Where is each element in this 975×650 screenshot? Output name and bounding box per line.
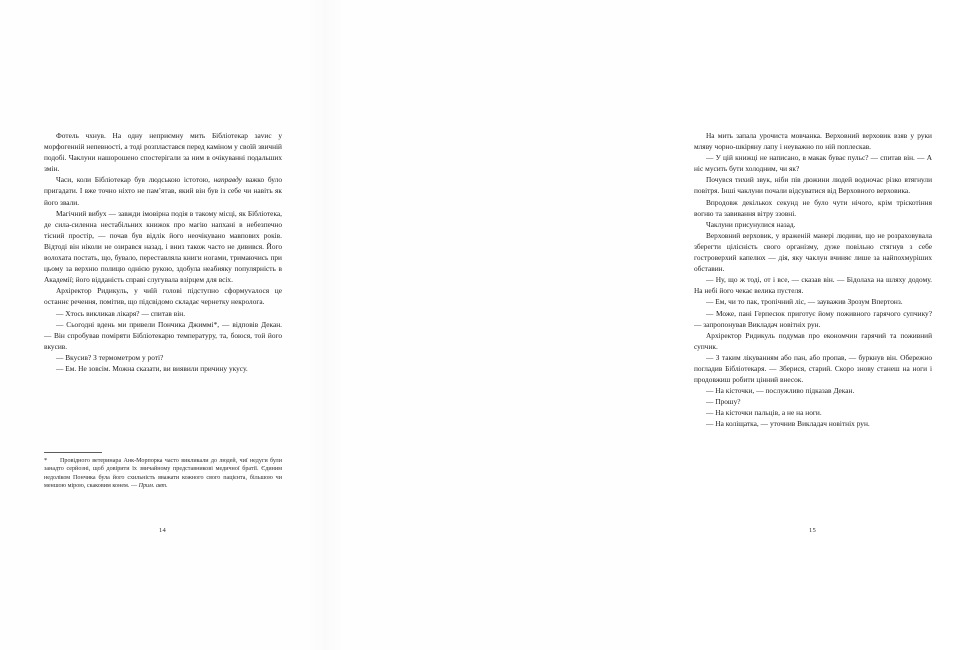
footnote-text <box>44 457 282 491</box>
paragraph: — Може, пані Герпесюк приготує йому поживного гарячого супчику? — запропонував Викладач новітніх рун. <box>694 308 932 329</box>
left-page <box>0 0 325 650</box>
paragraph: — На кісточки пальців, а не на ноги. <box>706 408 822 418</box>
paragraph: Фотель чхнув. На одну неприємну мить Бібліотекар заvис у морфогенній непевності, а тоді розпластався перед каміном у своїй звичній подобі. Чаклуни нашорошено спостерігали за ним в очікуванні подальших змін. <box>44 131 282 174</box>
paragraph: Часи, коли Бібліотекар був людською істотою, направду важко було пригадати. І вже точно ніхто не пам’ятав, який він був із себе чи навіть як його звали. <box>44 175 282 207</box>
paragraph: — Сьогодні вдень ми привели Пончика Джиммі*, — відповів Декан. — Він спробував поміряти Бібліотекарю температуру, та, боюся, той його вкусив. <box>44 319 282 351</box>
footnote-body: Провідного ветеринара Анк-Морпорка часто викликали до людей, чиї недуги були занадто серйозні, щоб довірити їх звичайному представникові медичної братії. Єдиним недоліком Пончика була його схильність вважати кожного свого пацієнта, більшою чи меншою мірою, скаковим конем. — <box>44 457 282 490</box>
paragraph: Архіректор Ридикуль подумав про економчин гарячий та поживний супчик. <box>694 330 932 351</box>
paragraph: На мить запала урочиста мовчанка. Верховний верховик взяв у руки мляву чорно-шкіряну лапу і неуважно по ній поплескав. <box>694 131 932 152</box>
left-page-body <box>44 130 282 374</box>
right-page-body <box>694 130 932 430</box>
page-number-left: 14 <box>159 527 166 534</box>
footnote-area <box>44 452 282 491</box>
page-number-right: 15 <box>809 527 816 534</box>
paragraph: — Прошу? <box>706 397 741 407</box>
paragraph: — Ем. Не зовсім. Можна сказати, ви виявили причину укусу. <box>56 363 248 373</box>
paragraph: — У цій книжці не написано, в макак буває пульс? — спитав він. — А ніс мусить бути холодним, чи як? <box>694 153 932 174</box>
paragraph: Архіректор Ридикуль, у чиїй голові підступно сформуvалося це останнє речення, помітив, що підсвідомо складає чернетку некролога. <box>44 286 282 307</box>
paragraph: — На кісточки, — послужливо підказав Декан. <box>706 386 855 396</box>
paragraph: — Вкусив? З термометром у роті? <box>56 352 164 362</box>
paragraph: — Ем, чи то пак, тропічний ліс, — зауважив Зрозум Впертонз. <box>706 297 903 307</box>
paragraph: — Хтось викликав лікаря? — спитав він. <box>56 308 186 318</box>
footnote-attribution: Прим. авт. <box>138 483 168 490</box>
paragraph: Магічний вибух — завжди імовірна подія в такому місці, як Бібліотека, де сила-силенна нестабільних книжок про магію напхані в небезпечно тісний простір, — почав був відлік його неочікувано мавпових років. Відтоді він ніколи не озирався назад, і вниз також часто не дивився. Його волохата постать, що, бувало, переставляла книги ногами, тримаючись при цьому за верхню полицю однією рукою, здобула неабияку популярність в Академії; його відданість справі слугувала взірцем для всіх. <box>44 208 282 285</box>
paragraph: Верховний верховик, у враженій манері людини, що не розраховувала зберегти цілісність свого організму, дуже повільно стягнув з себе гостроверхий капелюх — дія, яку чаклун вчиняє лише за найпохмуріших обставин. <box>694 230 932 274</box>
italic-phrase: направду <box>213 175 242 185</box>
footnote-separator-rule <box>44 452 102 453</box>
paragraph: — Ну, що ж тоді, от і все, — сказав він. — Бідолаха на шляху додому. На небі його чекає велика пустеля. <box>694 275 932 296</box>
paragraph: — З таким лікуванням або пан, або пропав, — буркнув він. Обережно погладив Бібліотекаря. — Зберися, старий. Скоро знову станеш на ноги і продовжиш робити цінний внесок. <box>694 352 932 385</box>
paragraph: — На коліщатка, — уточнив Викладач новітніх рун. <box>706 419 870 429</box>
paragraph: Почувся тихий звук, ніби пів дюжини людей водночас різко втягнули повітря. Інші чаклуни почали відсуватися від Верховного верховика. <box>694 175 932 196</box>
footnote-marker-star: * <box>44 456 48 464</box>
paragraph: Впродовж декількох секунд не було чути нічого, крім тріскотіння вогню та завивання вітру ззовні. <box>694 197 932 218</box>
paragraph: Чаклуни присунулися назад. <box>706 219 796 229</box>
right-page <box>325 0 932 650</box>
